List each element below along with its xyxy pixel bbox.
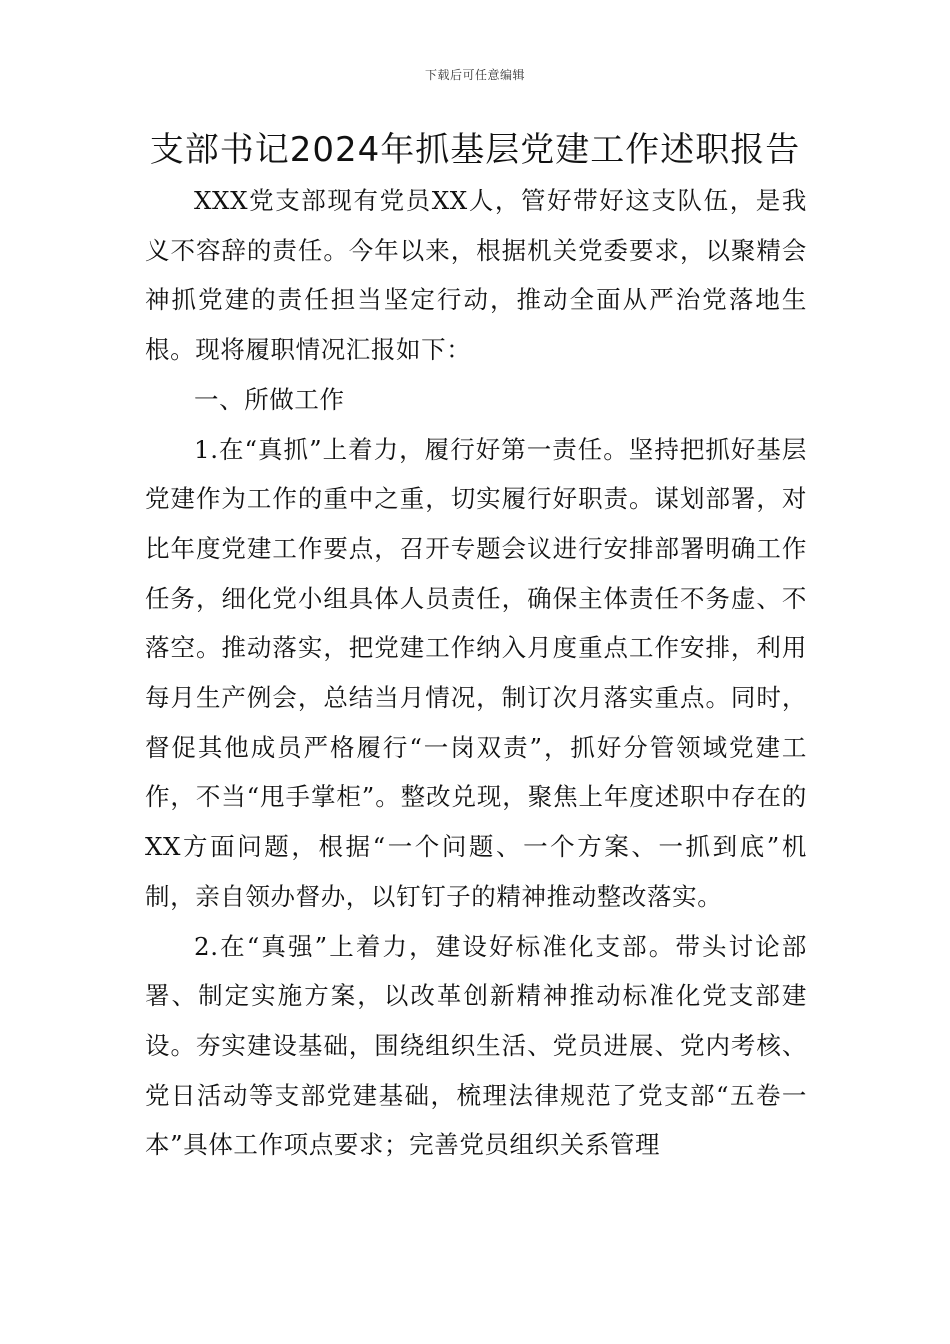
paragraph-item-1: 1.在“真抓”上着力，履行好第一责任。坚持把抓好基层党建作为工作的重中之重，切实履行好职责。谋划部署，对比年度党建工作要点，召开专题会议进行安排部署明确工作任务，细化党小组具体人员责任，确保主体责任不务虚、不落空。推动落实，把党建工作纳入月度重点工作安排，利用每月生产例会，总结当月情况，制订次月落实重点。同时，督促其他成员严格履行“一岗双责”，抓好分管领域党建工作，不当“甩手掌柜”。整改兑现，聚焦上年度述职中存在的XX方面问题，根据“一个问题、一个方案、一抓到底”机制，亲自领办督办，以钉钉子的精神推动整改落实。: [145, 434, 807, 911]
header-note: 下载后可任意编辑: [424, 68, 525, 82]
document-title: 支部书记2024年抓基层党建工作述职报告: [149, 130, 801, 170]
intro-paragraph: XXX党支部现有党员XX人，管好带好这支队伍，是我义不容辞的责任。今年以来，根据机关党委要求，以聚精会神抓党建的责任担当坚定行动，推动全面从严治党落地生根。现将履职情况汇报如下：: [145, 186, 807, 365]
paragraph-item-2: 2.在“真强”上着力，建设好标准化支部。带头讨论部署、制定实施方案，以改革创新精神推动标准化党支部建设。夯实建设基础，围绕组织生活、党员进展、党内考核、党日活动等支部党建基础，梳理法律规范了党支部“五卷一本”具体工作项点要求；完善党员组织关系管理: [145, 931, 807, 1160]
document-body: [145, 176, 807, 1170]
section-heading-work-done: 一、所做工作: [194, 384, 345, 414]
